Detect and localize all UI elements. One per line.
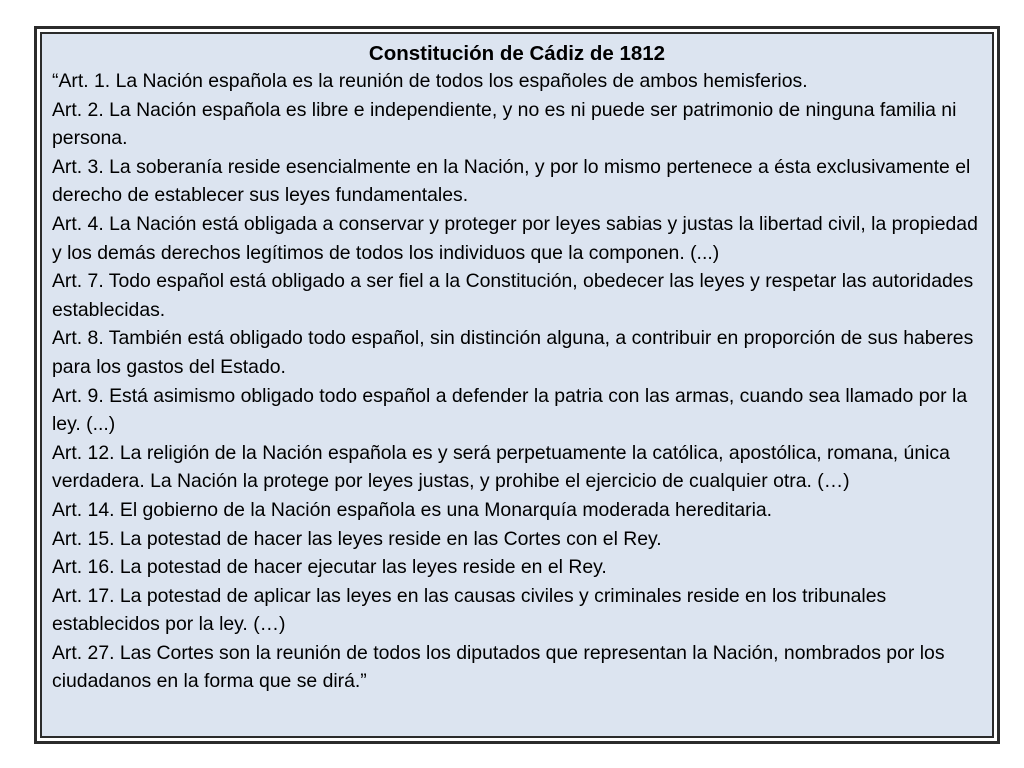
document-panel	[40, 32, 994, 738]
article-12: Art. 12. La religión de la Nación española es y será perpetuamente la católica, apostólica, romana, única verdadera. La Nación la protege por leyes justas, y prohibe el ejercicio de cualquier otra. (…)	[52, 441, 950, 493]
article-9: Art. 9. Está asimismo obligado todo español a defender la patria con las armas, cuando sea llamado por la ley. (...)	[52, 384, 968, 436]
article-3: Art. 3. La soberanía reside esencialmente en la Nación, y por lo mismo pertenece a ésta exclusivamente el derecho de establecer sus leyes fundamentales.	[52, 155, 971, 207]
article-8: Art. 8. También está obligado todo español, sin distinción alguna, a contribuir en proporción de sus haberes para los gastos del Estado.	[52, 327, 974, 378]
article-14: Art. 14. El gobierno de la Nación española es una Monarquía moderada hereditaria.	[52, 498, 773, 521]
article-17: Art. 17. La potestad de aplicar las leyes en las causas civiles y criminales reside en los tribunales establecidos por la ley. (…)	[52, 584, 887, 636]
article-1: “Art. 1. La Nación española es la reunión de todos los españoles de ambos hemisferios.	[52, 70, 808, 92]
article-4: Art. 4. La Nación está obligada a conservar y proteger por leyes sabias y justas la libertad civil, la propiedad y los demás derechos legítimos de todos los individuos que la componen. (...)	[52, 212, 978, 264]
article-7: Art. 7. Todo español está obligado a ser fiel a la Constitución, obedecer las leyes y respetar las autoridades establecidas.	[52, 270, 974, 321]
article-27: Art. 27. Las Cortes son la reunión de todos los diputados que representan la Nación, nombrados por los ciudadanos en la forma que se dirá.”	[52, 641, 945, 693]
document-frame	[34, 26, 1000, 744]
article-2: Art. 2. La Nación española es libre e independiente, y no es ni puede ser patrimonio de ninguna familia ni persona.	[52, 98, 957, 150]
article-16: Art. 16. La potestad de hacer ejecutar las leyes reside en el Rey.	[52, 556, 607, 579]
article-list	[52, 67, 982, 696]
document-title: Constitución de Cádiz de 1812	[368, 42, 666, 65]
article-15: Art. 15. La potestad de hacer las leyes reside en las Cortes con el Rey.	[52, 527, 662, 550]
